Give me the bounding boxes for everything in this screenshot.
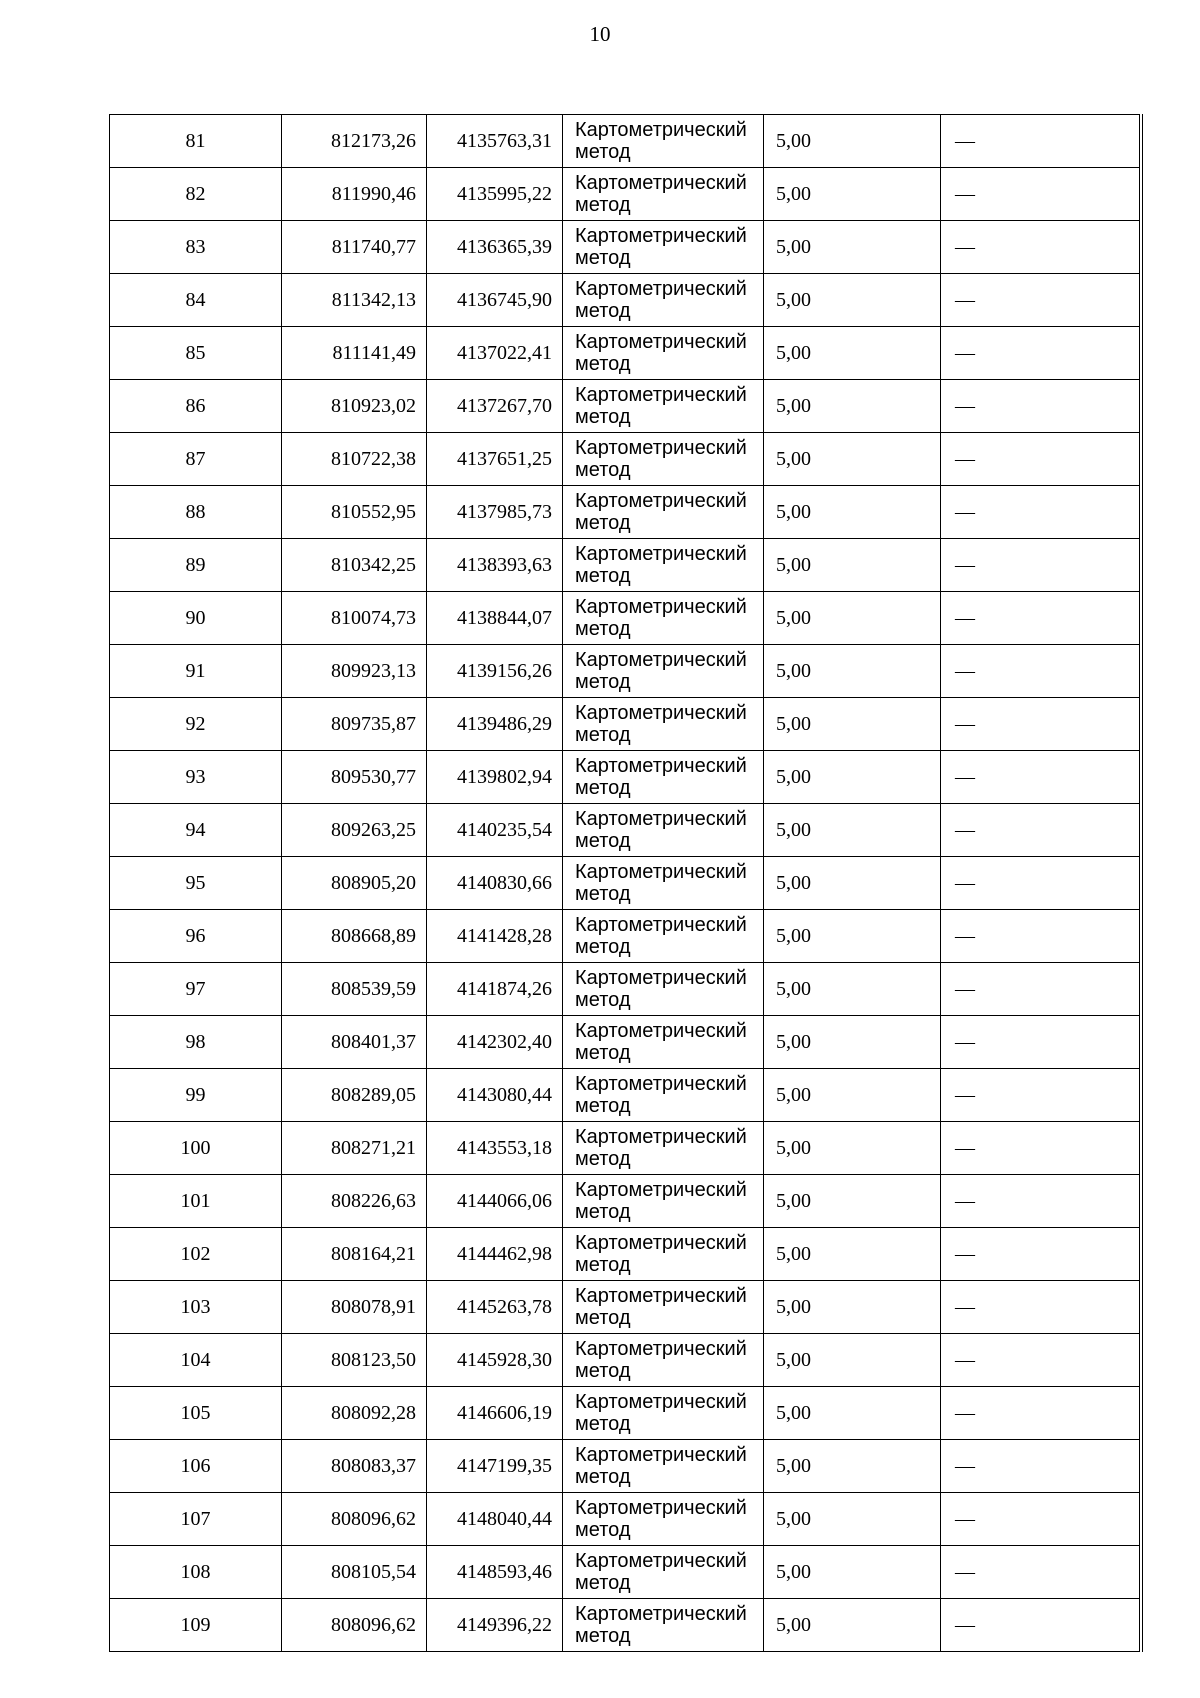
error-cell: 5,00 (764, 857, 941, 910)
error-cell: 5,00 (764, 1122, 941, 1175)
x-coordinate-cell: 808105,54 (282, 1546, 427, 1599)
y-coordinate-cell: 4147199,35 (427, 1440, 563, 1493)
table-row (110, 1069, 1141, 1122)
y-coordinate-cell: 4136365,39 (427, 221, 563, 274)
x-coordinate-cell: 808096,62 (282, 1599, 427, 1652)
method-cell: Картометрический метод (563, 486, 764, 539)
point-number-cell: 95 (110, 857, 282, 910)
error-cell: 5,00 (764, 1387, 941, 1440)
table-row (110, 168, 1141, 221)
table-row (110, 1599, 1141, 1652)
error-cell: 5,00 (764, 910, 941, 963)
point-number-cell: 91 (110, 645, 282, 698)
y-coordinate-cell: 4137022,41 (427, 327, 563, 380)
point-number-cell: 105 (110, 1387, 282, 1440)
table-row (110, 1493, 1141, 1546)
point-number-cell: 83 (110, 221, 282, 274)
y-coordinate-cell: 4139156,26 (427, 645, 563, 698)
x-coordinate-cell: 812173,26 (282, 115, 427, 168)
method-cell: Картометрический метод (563, 1387, 764, 1440)
note-cell: — (941, 1387, 1141, 1440)
y-coordinate-cell: 4144462,98 (427, 1228, 563, 1281)
error-cell: 5,00 (764, 1069, 941, 1122)
method-cell: Картометрический метод (563, 539, 764, 592)
x-coordinate-cell: 808078,91 (282, 1281, 427, 1334)
table-row (110, 115, 1141, 168)
point-number-cell: 97 (110, 963, 282, 1016)
table-row (110, 539, 1141, 592)
error-cell: 5,00 (764, 274, 941, 327)
x-coordinate-cell: 811342,13 (282, 274, 427, 327)
y-coordinate-cell: 4148040,44 (427, 1493, 563, 1546)
method-cell: Картометрический метод (563, 645, 764, 698)
note-cell: — (941, 221, 1141, 274)
x-coordinate-cell: 810342,25 (282, 539, 427, 592)
note-cell: — (941, 486, 1141, 539)
table-row (110, 963, 1141, 1016)
point-number-cell: 106 (110, 1440, 282, 1493)
y-coordinate-cell: 4149396,22 (427, 1599, 563, 1652)
x-coordinate-cell: 808401,37 (282, 1016, 427, 1069)
note-cell: — (941, 1599, 1141, 1652)
y-coordinate-cell: 4140830,66 (427, 857, 563, 910)
point-number-cell: 84 (110, 274, 282, 327)
method-cell: Картометрический метод (563, 804, 764, 857)
error-cell: 5,00 (764, 1281, 941, 1334)
y-coordinate-cell: 4137267,70 (427, 380, 563, 433)
point-number-cell: 100 (110, 1122, 282, 1175)
table-row (110, 1546, 1141, 1599)
point-number-cell: 89 (110, 539, 282, 592)
y-coordinate-cell: 4145928,30 (427, 1334, 563, 1387)
point-number-cell: 108 (110, 1546, 282, 1599)
y-coordinate-cell: 4144066,06 (427, 1175, 563, 1228)
x-coordinate-cell: 808164,21 (282, 1228, 427, 1281)
x-coordinate-cell: 809735,87 (282, 698, 427, 751)
table-row (110, 1228, 1141, 1281)
method-cell: Картометрический метод (563, 1016, 764, 1069)
note-cell: — (941, 168, 1141, 221)
error-cell: 5,00 (764, 115, 941, 168)
error-cell: 5,00 (764, 645, 941, 698)
point-number-cell: 88 (110, 486, 282, 539)
note-cell: — (941, 1175, 1141, 1228)
table-row (110, 1016, 1141, 1069)
error-cell: 5,00 (764, 1175, 941, 1228)
table-row (110, 380, 1141, 433)
table-row (110, 274, 1141, 327)
table-row (110, 1281, 1141, 1334)
error-cell: 5,00 (764, 963, 941, 1016)
x-coordinate-cell: 808226,63 (282, 1175, 427, 1228)
y-coordinate-cell: 4148593,46 (427, 1546, 563, 1599)
x-coordinate-cell: 808096,62 (282, 1493, 427, 1546)
point-number-cell: 82 (110, 168, 282, 221)
table-row (110, 645, 1141, 698)
y-coordinate-cell: 4139486,29 (427, 698, 563, 751)
method-cell: Картометрический метод (563, 592, 764, 645)
point-number-cell: 90 (110, 592, 282, 645)
method-cell: Картометрический метод (563, 1228, 764, 1281)
note-cell: — (941, 1228, 1141, 1281)
method-cell: Картометрический метод (563, 1175, 764, 1228)
error-cell: 5,00 (764, 380, 941, 433)
point-number-cell: 101 (110, 1175, 282, 1228)
note-cell: — (941, 1546, 1141, 1599)
point-number-cell: 104 (110, 1334, 282, 1387)
point-number-cell: 109 (110, 1599, 282, 1652)
method-cell: Картометрический метод (563, 963, 764, 1016)
y-coordinate-cell: 4138393,63 (427, 539, 563, 592)
y-coordinate-cell: 4137651,25 (427, 433, 563, 486)
note-cell: — (941, 539, 1141, 592)
table-row (110, 1440, 1141, 1493)
point-number-cell: 94 (110, 804, 282, 857)
y-coordinate-cell: 4141428,28 (427, 910, 563, 963)
table-row (110, 486, 1141, 539)
x-coordinate-cell: 811990,46 (282, 168, 427, 221)
table-row (110, 221, 1141, 274)
point-number-cell: 102 (110, 1228, 282, 1281)
point-number-cell: 93 (110, 751, 282, 804)
note-cell: — (941, 804, 1141, 857)
error-cell: 5,00 (764, 1599, 941, 1652)
error-cell: 5,00 (764, 486, 941, 539)
x-coordinate-cell: 809923,13 (282, 645, 427, 698)
y-coordinate-cell: 4143080,44 (427, 1069, 563, 1122)
error-cell: 5,00 (764, 751, 941, 804)
table-row (110, 910, 1141, 963)
y-coordinate-cell: 4135995,22 (427, 168, 563, 221)
y-coordinate-cell: 4143553,18 (427, 1122, 563, 1175)
table-row (110, 698, 1141, 751)
note-cell: — (941, 1281, 1141, 1334)
x-coordinate-cell: 810923,02 (282, 380, 427, 433)
table-row (110, 857, 1141, 910)
point-number-cell: 99 (110, 1069, 282, 1122)
point-number-cell: 107 (110, 1493, 282, 1546)
note-cell: — (941, 327, 1141, 380)
error-cell: 5,00 (764, 221, 941, 274)
note-cell: — (941, 380, 1141, 433)
error-cell: 5,00 (764, 433, 941, 486)
table-row (110, 1387, 1141, 1440)
y-coordinate-cell: 4137985,73 (427, 486, 563, 539)
y-coordinate-cell: 4146606,19 (427, 1387, 563, 1440)
method-cell: Картометрический метод (563, 1281, 764, 1334)
table-row (110, 433, 1141, 486)
method-cell: Картометрический метод (563, 698, 764, 751)
method-cell: Картометрический метод (563, 168, 764, 221)
x-coordinate-cell: 811740,77 (282, 221, 427, 274)
error-cell: 5,00 (764, 1228, 941, 1281)
error-cell: 5,00 (764, 1440, 941, 1493)
table-row (110, 327, 1141, 380)
error-cell: 5,00 (764, 1334, 941, 1387)
method-cell: Картометрический метод (563, 751, 764, 804)
x-coordinate-cell: 810552,95 (282, 486, 427, 539)
point-number-cell: 98 (110, 1016, 282, 1069)
method-cell: Картометрический метод (563, 433, 764, 486)
y-coordinate-cell: 4136745,90 (427, 274, 563, 327)
x-coordinate-cell: 811141,49 (282, 327, 427, 380)
point-number-cell: 103 (110, 1281, 282, 1334)
point-number-cell: 87 (110, 433, 282, 486)
table-row (110, 1334, 1141, 1387)
error-cell: 5,00 (764, 539, 941, 592)
point-number-cell: 92 (110, 698, 282, 751)
x-coordinate-cell: 808092,28 (282, 1387, 427, 1440)
x-coordinate-cell: 808123,50 (282, 1334, 427, 1387)
error-cell: 5,00 (764, 1493, 941, 1546)
method-cell: Картометрический метод (563, 857, 764, 910)
method-cell: Картометрический метод (563, 115, 764, 168)
method-cell: Картометрический метод (563, 1493, 764, 1546)
x-coordinate-cell: 808668,89 (282, 910, 427, 963)
note-cell: — (941, 1016, 1141, 1069)
error-cell: 5,00 (764, 1016, 941, 1069)
method-cell: Картометрический метод (563, 1599, 764, 1652)
error-cell: 5,00 (764, 804, 941, 857)
method-cell: Картометрический метод (563, 910, 764, 963)
note-cell: — (941, 645, 1141, 698)
note-cell: — (941, 751, 1141, 804)
y-coordinate-cell: 4139802,94 (427, 751, 563, 804)
table-row (110, 751, 1141, 804)
x-coordinate-cell: 809530,77 (282, 751, 427, 804)
note-cell: — (941, 963, 1141, 1016)
note-cell: — (941, 1122, 1141, 1175)
table-row (110, 1122, 1141, 1175)
method-cell: Картометрический метод (563, 1546, 764, 1599)
y-coordinate-cell: 4141874,26 (427, 963, 563, 1016)
point-number-cell: 86 (110, 380, 282, 433)
table-row (110, 804, 1141, 857)
method-cell: Картометрический метод (563, 380, 764, 433)
method-cell: Картометрический метод (563, 274, 764, 327)
note-cell: — (941, 1440, 1141, 1493)
note-cell: — (941, 433, 1141, 486)
y-coordinate-cell: 4138844,07 (427, 592, 563, 645)
note-cell: — (941, 1493, 1141, 1546)
x-coordinate-cell: 808083,37 (282, 1440, 427, 1493)
point-number-cell: 85 (110, 327, 282, 380)
y-coordinate-cell: 4135763,31 (427, 115, 563, 168)
method-cell: Картометрический метод (563, 327, 764, 380)
error-cell: 5,00 (764, 592, 941, 645)
point-number-cell: 96 (110, 910, 282, 963)
y-coordinate-cell: 4142302,40 (427, 1016, 563, 1069)
x-coordinate-cell: 809263,25 (282, 804, 427, 857)
x-coordinate-cell: 808905,20 (282, 857, 427, 910)
coordinates-table (109, 114, 1143, 1652)
coordinates-table-container (109, 114, 1143, 1652)
table-row (110, 592, 1141, 645)
method-cell: Картометрический метод (563, 1122, 764, 1175)
x-coordinate-cell: 810074,73 (282, 592, 427, 645)
error-cell: 5,00 (764, 698, 941, 751)
note-cell: — (941, 115, 1141, 168)
table-row (110, 1175, 1141, 1228)
method-cell: Картометрический метод (563, 1440, 764, 1493)
method-cell: Картометрический метод (563, 1069, 764, 1122)
point-number-cell: 81 (110, 115, 282, 168)
error-cell: 5,00 (764, 168, 941, 221)
y-coordinate-cell: 4145263,78 (427, 1281, 563, 1334)
note-cell: — (941, 857, 1141, 910)
error-cell: 5,00 (764, 1546, 941, 1599)
note-cell: — (941, 698, 1141, 751)
method-cell: Картометрический метод (563, 1334, 764, 1387)
method-cell: Картометрический метод (563, 221, 764, 274)
x-coordinate-cell: 808539,59 (282, 963, 427, 1016)
coordinates-table-body (110, 115, 1141, 1652)
note-cell: — (941, 1069, 1141, 1122)
note-cell: — (941, 910, 1141, 963)
note-cell: — (941, 274, 1141, 327)
error-cell: 5,00 (764, 327, 941, 380)
x-coordinate-cell: 810722,38 (282, 433, 427, 486)
page-number: 10 (589, 22, 611, 46)
x-coordinate-cell: 808271,21 (282, 1122, 427, 1175)
y-coordinate-cell: 4140235,54 (427, 804, 563, 857)
x-coordinate-cell: 808289,05 (282, 1069, 427, 1122)
note-cell: — (941, 1334, 1141, 1387)
note-cell: — (941, 592, 1141, 645)
